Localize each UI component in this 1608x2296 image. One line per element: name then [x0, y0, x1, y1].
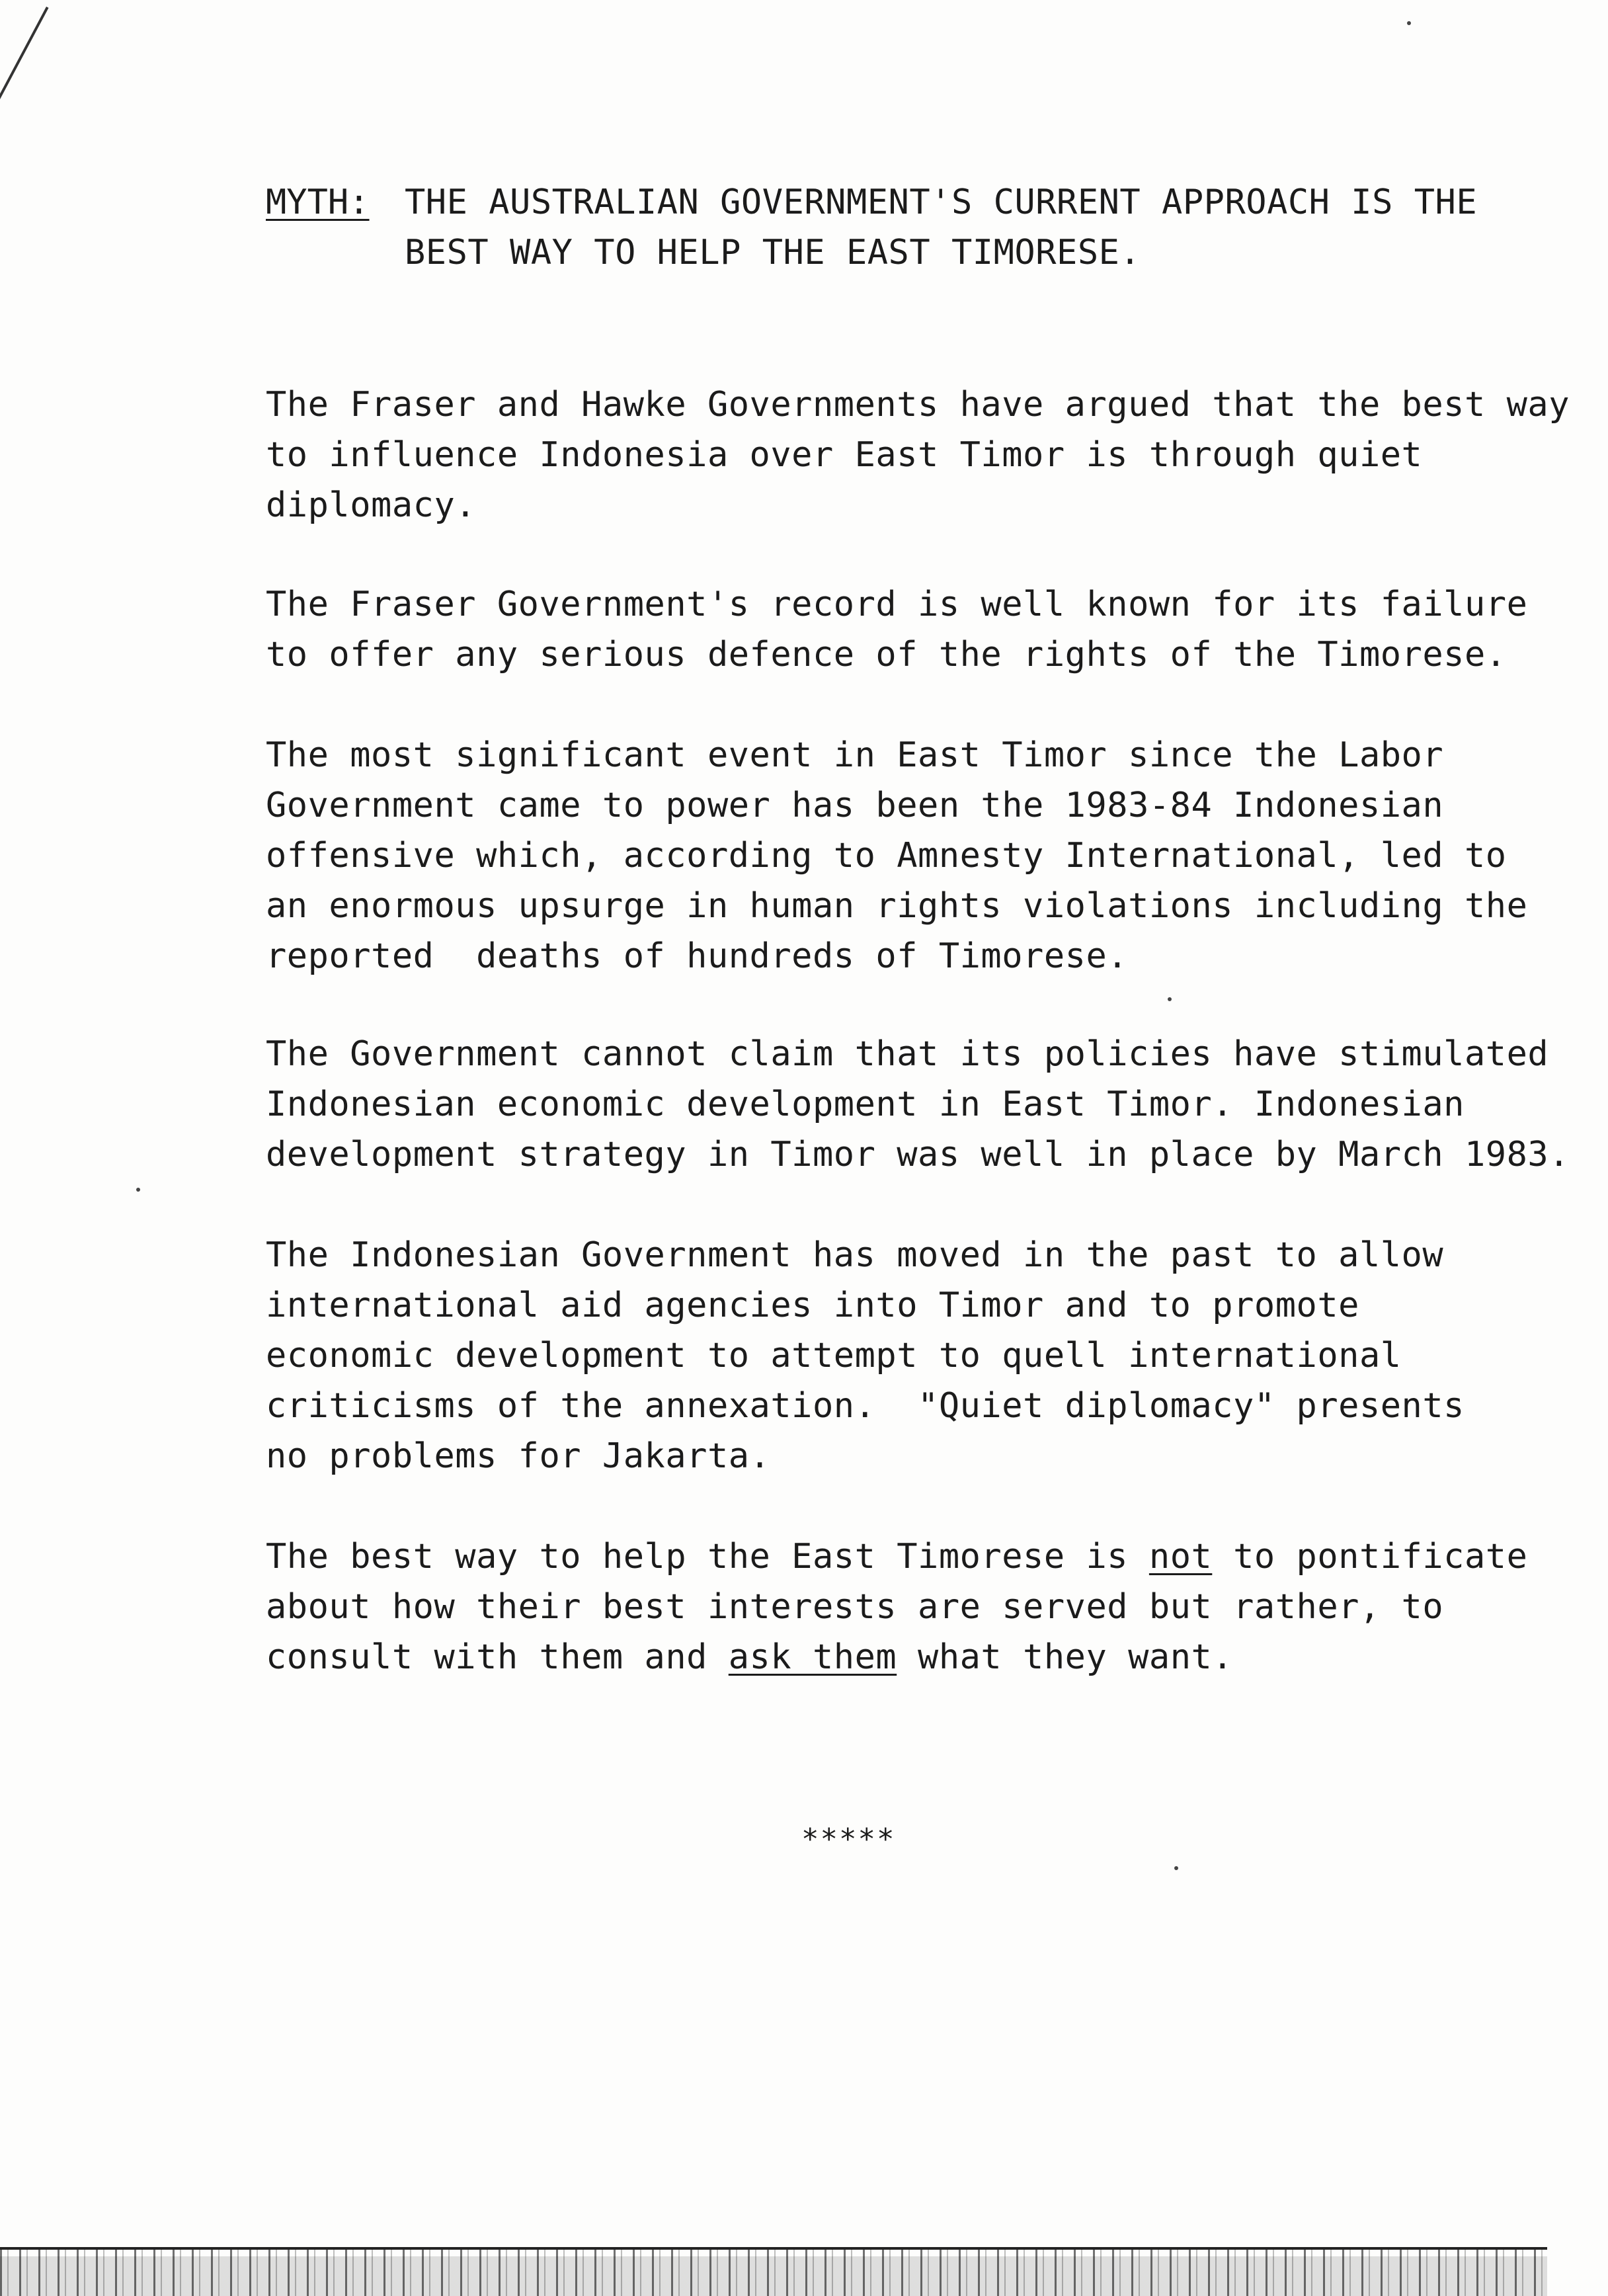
paragraph-4-line-3: development strategy in Timor was well in place by March 1983. [266, 1135, 1570, 1174]
paragraph-4-line-2: Indonesian economic development in East Timor. Indonesian [266, 1085, 1465, 1124]
paragraph-6-line-3-start: consult with them and [266, 1637, 729, 1677]
paragraph-6-line-3 [266, 1632, 1233, 1682]
paragraph-6-line-2: about how their best interests are served but rather, to [266, 1587, 1444, 1627]
scan-speck [1168, 997, 1172, 1001]
paragraph-1-line-1: The Fraser and Hawke Governments have argued that the best way [266, 385, 1570, 425]
emphasis-not: not [1148, 1537, 1213, 1577]
paragraph-2-line-1: The Fraser Government's record is well known for its failure [266, 585, 1528, 624]
scan-speck [1407, 21, 1411, 25]
paragraph-2-line-2: to offer any serious defence of the rights of the Timorese. [266, 635, 1507, 675]
paragraph-5-line-1: The Indonesian Government has moved in the past to allow [266, 1235, 1444, 1275]
paragraph-5-line-2: international aid agencies into Timor and to promote [266, 1286, 1359, 1325]
paragraph-5-line-5: no problems for Jakarta. [266, 1436, 771, 1476]
paragraph-6-line-1 [266, 1532, 1527, 1582]
scan-speck [1174, 1866, 1178, 1870]
paragraph-3-line-4: an enormous upsurge in human rights violations including the [266, 886, 1528, 926]
paragraph-1-line-3: diplomacy. [266, 485, 477, 525]
paragraph-5-line-3: economic development to attempt to quell international [266, 1336, 1402, 1375]
scan-bottom-edge [0, 2247, 1547, 2296]
paragraph-3-line-2: Government came to power has been the 1983-84 Indonesian [266, 786, 1444, 825]
paragraph-6-line-1-start: The best way to help the East Timorese is [266, 1537, 1149, 1577]
paragraph-6-line-3-end: what they want. [897, 1637, 1234, 1677]
heading-line-1: THE AUSTRALIAN GOVERNMENT'S CURRENT APPROACH IS THE [405, 183, 1478, 222]
paragraph-1-line-2: to influence Indonesia over East Timor is through quiet [266, 435, 1423, 475]
paragraph-6-line-1-end: to pontificate [1212, 1537, 1528, 1577]
heading-line-2: BEST WAY TO HELP THE EAST TIMORESE. [405, 233, 1141, 272]
end-mark: ***** [801, 1823, 896, 1856]
paragraph-3-line-1: The most significant event in East Timor since the Labor [266, 735, 1444, 775]
emphasis-ask-them: ask them [728, 1637, 897, 1677]
scan-slash-mark [0, 7, 49, 142]
paragraph-5-line-4: criticisms of the annexation. "Quiet diplomacy" presents [266, 1386, 1465, 1426]
paragraph-4-line-1: The Government cannot claim that its policies have stimulated [266, 1034, 1549, 1074]
scan-speck [136, 1188, 140, 1192]
myth-label: MYTH: [266, 183, 370, 222]
paragraph-3-line-3: offensive which, according to Amnesty International, led to [266, 836, 1507, 876]
paragraph-3-line-5: reported deaths of hundreds of Timorese. [266, 936, 1129, 976]
